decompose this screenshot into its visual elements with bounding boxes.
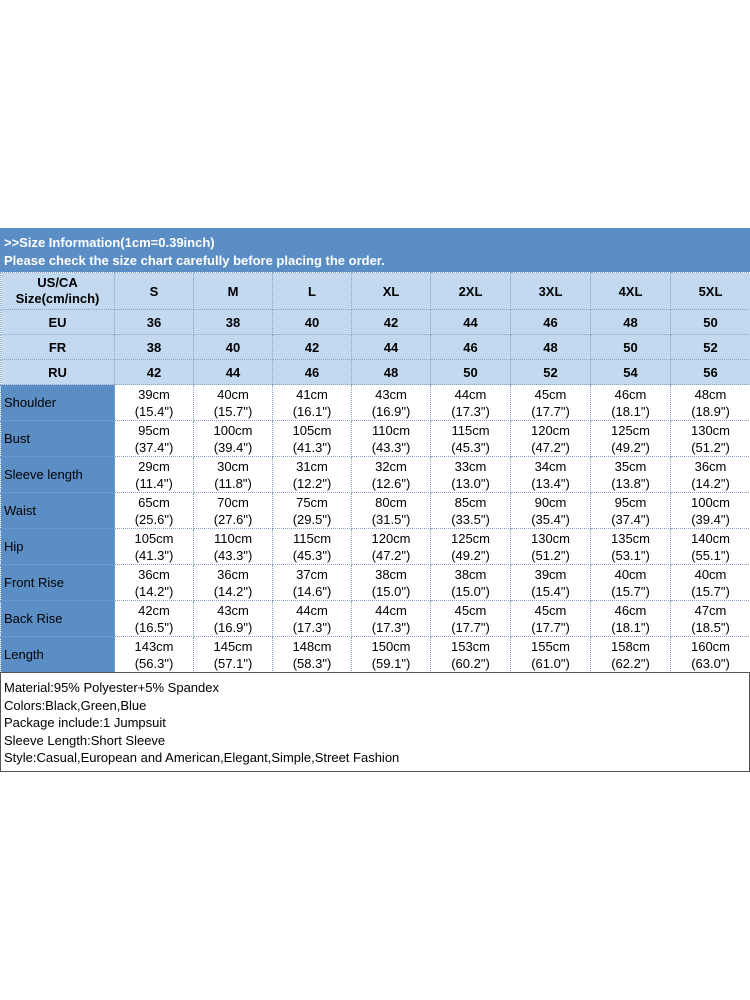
cm-value: 150cm [371,638,411,654]
inch-value: (25.6") [134,511,174,527]
measurement-cell [273,565,352,601]
measurement-cell [194,421,273,457]
cm-value: 143cm [134,638,174,654]
measurement-cell [273,421,352,457]
size-info-title: >>Size Information(1cm=0.39inch) [4,235,215,250]
cm-value: 153cm [450,638,491,654]
measurement-row [1,529,750,565]
inch-value: (15.7") [691,583,730,599]
cm-value: 100cm [213,422,253,438]
region-size-cell: 46 [431,335,511,360]
cm-value: 105cm [134,530,174,546]
measurement-cell [671,421,750,457]
measurement-cell [591,493,671,529]
measurement-row [1,457,750,493]
measurement-label: Back Rise [1,601,115,637]
measurement-cell [511,601,591,637]
cm-value: 85cm [454,494,487,510]
region-label: FR [1,335,115,360]
inch-value: (16.5") [134,619,174,635]
inch-value: (15.0") [451,583,490,599]
measurement-cell [273,637,352,673]
cm-value: 44cm [375,602,407,618]
inch-value: (60.2") [451,655,490,671]
measurement-cell [511,421,591,457]
measurement-cell [194,457,273,493]
measurement-cell [671,637,750,673]
measurement-cell [273,385,352,421]
measurement-cell [115,457,194,493]
inch-value: (35.4") [531,511,570,527]
cm-value: 45cm [454,602,487,618]
cm-value: 130cm [690,422,731,438]
cm-value: 125cm [610,422,651,438]
measurement-label: Hip [1,529,115,565]
region-size-cell: 46 [273,360,352,385]
size-cell: 3XL [511,273,591,310]
cm-value: 110cm [371,422,411,438]
cm-value: 115cm [451,422,490,438]
region-row-eu [1,310,750,335]
inch-value: (39.4") [691,511,730,527]
measurement-row [1,637,750,673]
measurement-cell [671,529,750,565]
region-size-cell: 40 [194,335,273,360]
region-size-cell: 44 [194,360,273,385]
measurement-cell [511,565,591,601]
region-size-cell: 40 [273,310,352,335]
measurement-cell [194,565,273,601]
cm-value: 42cm [138,602,170,618]
cm-value: 31cm [296,458,328,474]
region-size-cell: 52 [671,335,750,360]
size-header-line2: Size(cm/inch) [15,291,100,306]
measurement-row [1,385,750,421]
region-size-cell: 44 [352,335,431,360]
measurement-cell [591,637,671,673]
inch-value: (15.7") [611,583,650,599]
region-size-cell: 50 [591,335,671,360]
inch-value: (17.7") [531,403,570,419]
inch-value: (61.0") [531,655,570,671]
inch-value: (47.2") [371,547,411,563]
measurement-cell [273,529,352,565]
cm-value: 130cm [530,530,571,546]
measurement-label: Sleeve length [1,457,115,493]
cm-value: 95cm [138,422,170,438]
inch-value: (17.7") [531,619,570,635]
cm-value: 90cm [534,494,567,510]
size-cell: 5XL [671,273,750,310]
inch-value: (17.7") [451,619,490,635]
inch-value: (33.5") [451,511,490,527]
region-size-cell: 48 [352,360,431,385]
measurement-cell [352,529,431,565]
measurement-cell [431,493,511,529]
measurement-cell [115,637,194,673]
cm-value: 158cm [610,638,651,654]
measurement-cell [194,601,273,637]
cm-value: 40cm [614,566,647,582]
cm-value: 36cm [217,566,249,582]
inch-value: (58.3") [292,655,332,671]
measurement-cell [511,493,591,529]
size-cell: L [273,273,352,310]
cm-value: 140cm [690,530,731,546]
inch-value: (51.2") [531,547,570,563]
size-check-note: Please check the size chart carefully before placing the order. [4,253,385,268]
region-size-cell: 38 [115,335,194,360]
cm-value: 41cm [296,386,328,402]
measurement-cell [511,385,591,421]
measurement-label: Length [1,637,115,673]
cm-value: 43cm [375,386,407,402]
inch-value: (13.4") [531,475,570,491]
inch-value: (43.3") [213,547,253,563]
measurement-cell [511,529,591,565]
inch-value: (51.2") [691,439,730,455]
measurement-cell [591,421,671,457]
region-row-ru [1,360,750,385]
measurement-cell [431,565,511,601]
measurement-row [1,601,750,637]
cm-value: 33cm [454,458,487,474]
cm-value: 115cm [292,530,332,546]
cm-value: 38cm [454,566,487,582]
material-line: Material:95% Polyester+5% Spandex [4,680,219,695]
cm-value: 70cm [217,494,249,510]
inch-value: (18.1") [611,619,650,635]
cm-value: 39cm [138,386,170,402]
cm-value: 40cm [694,566,727,582]
size-header-cell [1,273,115,310]
cm-value: 110cm [213,530,253,546]
cm-value: 75cm [296,494,328,510]
measurement-label: Waist [1,493,115,529]
measurement-cell [352,421,431,457]
inch-value: (14.2") [213,583,253,599]
measurement-cell [671,493,750,529]
size-info-header [0,228,750,272]
size-header-line1: US/CA [37,275,78,290]
cm-value: 120cm [371,530,411,546]
inch-value: (15.4") [134,403,174,419]
inch-value: (18.5") [691,619,730,635]
product-info-box [0,672,750,772]
cm-value: 45cm [534,386,567,402]
measurement-cell [431,529,511,565]
measurement-cell [431,601,511,637]
region-size-cell: 42 [352,310,431,335]
inch-value: (17.3") [451,403,490,419]
inch-value: (12.6") [371,475,411,491]
inch-value: (49.2") [611,439,650,455]
measurement-cell [352,493,431,529]
colors-line: Colors:Black,Green,Blue [4,697,147,713]
measurement-label: Shoulder [1,385,115,421]
measurement-cell [591,601,671,637]
measurement-row [1,565,750,601]
measurement-cell [591,565,671,601]
size-cell: S [115,273,194,310]
region-size-cell: 48 [591,310,671,335]
inch-value: (15.7") [213,403,253,419]
measurement-cell [115,529,194,565]
size-cell: 2XL [431,273,511,310]
measurement-cell [511,457,591,493]
inch-value: (14.2") [691,475,730,491]
measurement-cell [671,457,750,493]
measurement-cell [352,565,431,601]
region-size-cell: 38 [194,310,273,335]
cm-value: 65cm [138,494,170,510]
measurement-cell [115,565,194,601]
measurement-label: Bust [1,421,115,457]
inch-value: (62.2") [611,655,650,671]
cm-value: 29cm [138,458,170,474]
inch-value: (14.2") [134,583,174,599]
inch-value: (13.0") [451,475,490,491]
inch-value: (53.1") [611,547,650,563]
measurement-cell [671,385,750,421]
inch-value: (27.6") [213,511,253,527]
package-line: Package include:1 Jumpsuit [4,715,166,731]
inch-value: (13.8") [611,475,650,491]
measurement-cell [273,457,352,493]
region-size-cell: 44 [431,310,511,335]
region-size-cell: 46 [511,310,591,335]
region-row-fr [1,335,750,360]
inch-value: (49.2") [451,547,490,563]
inch-value: (43.3") [371,439,411,455]
inch-value: (31.5") [371,511,411,527]
cm-value: 43cm [217,602,249,618]
inch-value: (12.2") [292,475,332,491]
region-label: EU [1,310,115,335]
measurement-cell [671,601,750,637]
inch-value: (57.1") [213,655,253,671]
region-size-cell: 50 [431,360,511,385]
inch-value: (47.2") [531,439,570,455]
cm-value: 39cm [534,566,567,582]
inch-value: (11.8") [214,475,252,491]
inch-value: (15.0") [371,583,411,599]
measurement-cell [115,601,194,637]
inch-value: (15.4") [531,583,570,599]
cm-value: 48cm [694,386,727,402]
cm-value: 105cm [292,422,332,438]
cm-value: 120cm [530,422,571,438]
measurement-cell [194,493,273,529]
size-chart [0,228,750,673]
measurement-cell [115,493,194,529]
cm-value: 37cm [296,566,328,582]
inch-value: (29.5") [292,511,332,527]
measurement-cell [431,637,511,673]
size-table [0,272,750,673]
inch-value: (59.1") [371,655,411,671]
cm-value: 135cm [610,530,651,546]
cm-value: 32cm [375,458,407,474]
region-size-cell: 42 [115,360,194,385]
measurement-cell [115,421,194,457]
cm-value: 95cm [614,494,647,510]
measurement-cell [671,565,750,601]
size-table-body [1,273,750,673]
measurement-cell [511,637,591,673]
measurement-cell [273,493,352,529]
measurement-label: Front Rise [1,565,115,601]
size-cell: XL [352,273,431,310]
inch-value: (16.9") [213,619,253,635]
cm-value: 125cm [450,530,491,546]
region-size-cell: 48 [511,335,591,360]
measurement-cell [115,385,194,421]
cm-value: 80cm [375,494,407,510]
size-row [1,273,750,310]
region-size-cell: 56 [671,360,750,385]
cm-value: 45cm [534,602,567,618]
inch-value: (18.1") [611,403,650,419]
cm-value: 100cm [690,494,731,510]
inch-value: (39.4") [213,439,253,455]
measurement-cell [352,457,431,493]
measurement-cell [591,529,671,565]
inch-value: (11.4") [135,475,173,491]
measurement-cell [352,385,431,421]
measurement-cell [591,385,671,421]
cm-value: 46cm [614,602,647,618]
region-label: RU [1,360,115,385]
measurement-cell [194,637,273,673]
measurement-cell [273,601,352,637]
cm-value: 155cm [530,638,571,654]
region-size-cell: 54 [591,360,671,385]
cm-value: 30cm [217,458,249,474]
region-size-cell: 50 [671,310,750,335]
cm-value: 35cm [614,458,647,474]
measurement-cell [352,601,431,637]
style-line: Style:Casual,European and American,Elegant,Simple,Street Fashion [4,750,400,766]
size-cell: M [194,273,273,310]
inch-value: (56.3") [134,655,174,671]
cm-value: 38cm [375,566,407,582]
measurement-cell [431,385,511,421]
cm-value: 34cm [534,458,567,474]
inch-value: (18.9") [691,403,730,419]
inch-value: (37.4") [611,511,650,527]
inch-value: (63.0") [691,655,730,671]
inch-value: (14.6") [292,583,332,599]
inch-value: (16.9") [371,403,411,419]
measurement-cell [352,637,431,673]
measurement-row [1,493,750,529]
size-cell: 4XL [591,273,671,310]
cm-value: 44cm [454,386,487,402]
cm-value: 36cm [138,566,170,582]
inch-value: (41.3") [292,439,332,455]
cm-value: 36cm [694,458,727,474]
region-size-cell: 36 [115,310,194,335]
inch-value: (37.4") [134,439,174,455]
cm-value: 40cm [217,386,249,402]
cm-value: 145cm [213,638,253,654]
inch-value: (41.3") [134,547,174,563]
inch-value: (16.1") [292,403,332,419]
inch-value: (17.3") [292,619,332,635]
cm-value: 46cm [614,386,647,402]
cm-value: 160cm [690,638,731,654]
cm-value: 148cm [292,638,332,654]
region-size-cell: 42 [273,335,352,360]
measurement-cell [194,385,273,421]
region-size-cell: 52 [511,360,591,385]
measurement-row [1,421,750,457]
measurement-cell [431,457,511,493]
cm-value: 47cm [694,602,727,618]
measurement-cell [591,457,671,493]
cm-value: 44cm [296,602,328,618]
inch-value: (45.3") [451,439,490,455]
inch-value: (45.3") [292,547,332,563]
measurement-cell [194,529,273,565]
inch-value: (17.3") [371,619,411,635]
measurement-cell [431,421,511,457]
sleeve-length-line: Sleeve Length:Short Sleeve [4,732,166,748]
inch-value: (55.1") [691,547,730,563]
